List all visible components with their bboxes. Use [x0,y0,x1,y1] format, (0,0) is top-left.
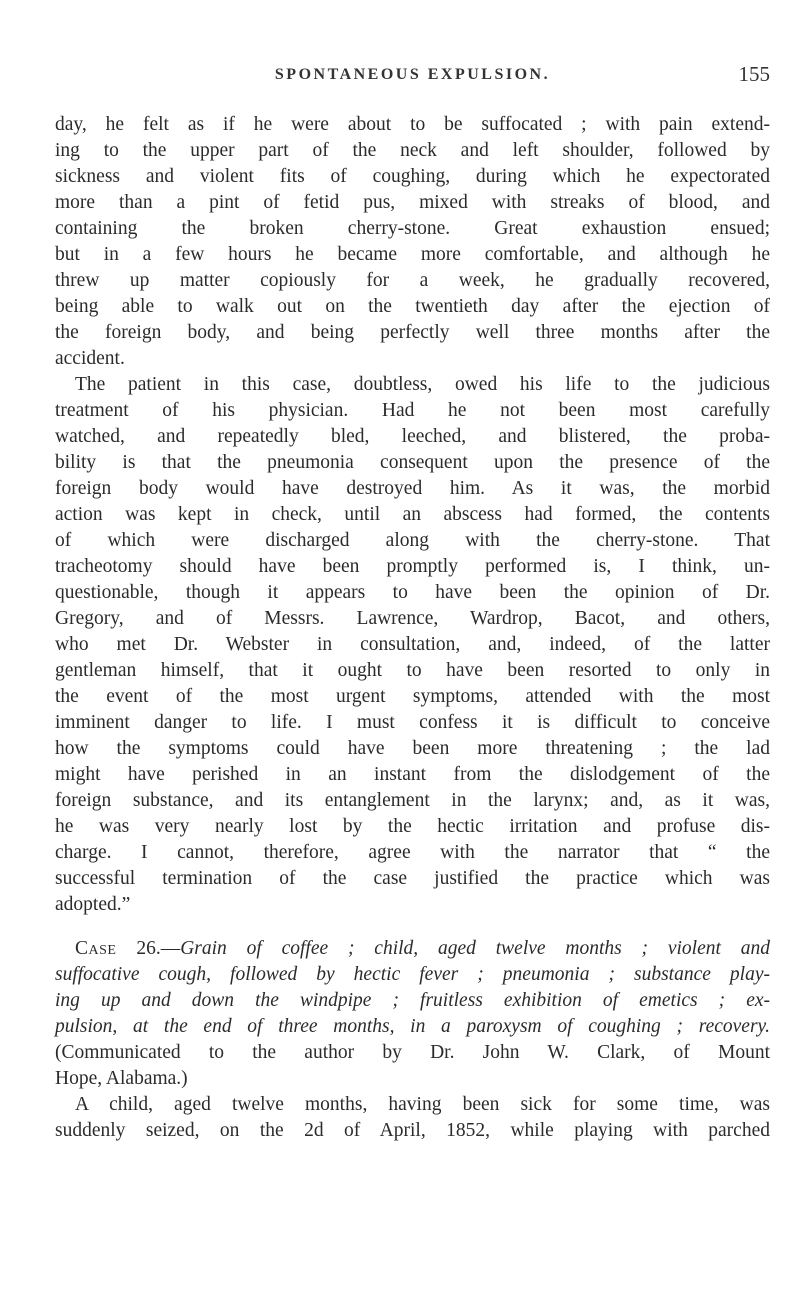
text-line: treatment of his physician. Had he not been most carefully [55,400,770,421]
case-title-line: pulsion, at the end of three months, in a paroxysm of coughing ; recovery. [55,1016,770,1037]
case-source-line: Hope, Alabama.) [55,1068,188,1089]
text-line: he was very nearly lost by the hectic irritation and profuse dis- [55,816,770,837]
text-line: A child, aged twelve months, having been sick for some time, was [75,1094,770,1115]
text-line: gentleman himself, that it ought to have been resorted to only in [55,660,770,681]
text-line: how the symptoms could have been more threatening ; the lad [55,738,770,759]
text-line: watched, and repeatedly bled, leeched, and blistered, the proba- [55,426,770,447]
case-title-line: ing up and down the windpipe ; fruitless exhibition of emetics ; ex- [55,990,770,1011]
case-source-line: (Communicated to the author by Dr. John W. Clark, of Mount [55,1042,770,1063]
case-number: 26.— [136,938,181,959]
case-heading [55,936,770,1092]
paragraph-case-narrative [55,1092,770,1144]
text-line: accident. [55,348,125,369]
text-line: successful termination of the case justified the practice which was [55,868,770,889]
text-line: foreign substance, and its entanglement in the larynx; and, as it was, [55,790,770,811]
text-line: containing the broken cherry-stone. Great exhaustion ensued; [55,218,770,239]
text-line: who met Dr. Webster in consultation, and, indeed, of the latter [55,634,770,655]
case-title-text: Grain of coffee ; child, aged twelve months ; violent and [180,938,771,959]
text-line: adopted.” [55,894,131,915]
text-line: The patient in this case, doubtless, owed his life to the judicious [75,374,770,395]
text-line: questionable, though it appears to have been the opinion of Dr. [55,582,770,603]
text-line: suddenly seized, on the 2d of April, 1852, while playing with parched [55,1120,770,1141]
text-line: Gregory, and of Messrs. Lawrence, Wardrop, Bacot, and others, [55,608,770,629]
text-line: action was kept in check, until an abscess had formed, the contents [55,504,770,525]
case-title-line: suffocative cough, followed by hectic fever ; pneumonia ; substance play- [55,964,770,985]
section-gap [55,918,770,936]
text-line: might have perished in an instant from the dislodgement of the [55,764,770,785]
page-number: 155 [738,62,770,86]
case-title-line [55,936,770,962]
text-line: the event of the most urgent symptoms, attended with the most [55,686,770,707]
text-line: more than a pint of fetid pus, mixed with streaks of blood, and [55,192,770,213]
text-line: threw up matter copiously for a week, he gradually recovered, [55,270,770,291]
text-line: tracheotomy should have been promptly performed is, I think, un- [55,556,770,577]
body-text [55,112,770,1144]
text-line: charge. I cannot, therefore, agree with the narrator that “ the [55,842,770,863]
page-header [55,62,770,92]
text-line: day, he felt as if he were about to be suffocated ; with pain extend- [55,114,770,135]
text-line: foreign body would have destroyed him. As it was, the morbid [55,478,770,499]
paragraph-commentary [55,372,770,918]
text-line: the foreign body, and being perfectly well three months after the [55,322,770,343]
text-line: of which were discharged along with the cherry-stone. That [55,530,770,551]
running-head: SPONTANEOUS EXPULSION. [274,66,551,83]
paragraph-continuation [55,112,770,372]
text-line: sickness and violent fits of coughing, during which he expectorated [55,166,770,187]
text-line: but in a few hours he became more comfortable, and although he [55,244,770,265]
text-line: being able to walk out on the twentieth day after the ejection of [55,296,770,317]
text-line: ing to the upper part of the neck and left shoulder, followed by [55,140,770,161]
case-label: Case [75,938,117,959]
text-line: bility is that the pneumonia consequent upon the presence of the [55,452,770,473]
text-line: imminent danger to life. I must confess it is difficult to conceive [55,712,770,733]
